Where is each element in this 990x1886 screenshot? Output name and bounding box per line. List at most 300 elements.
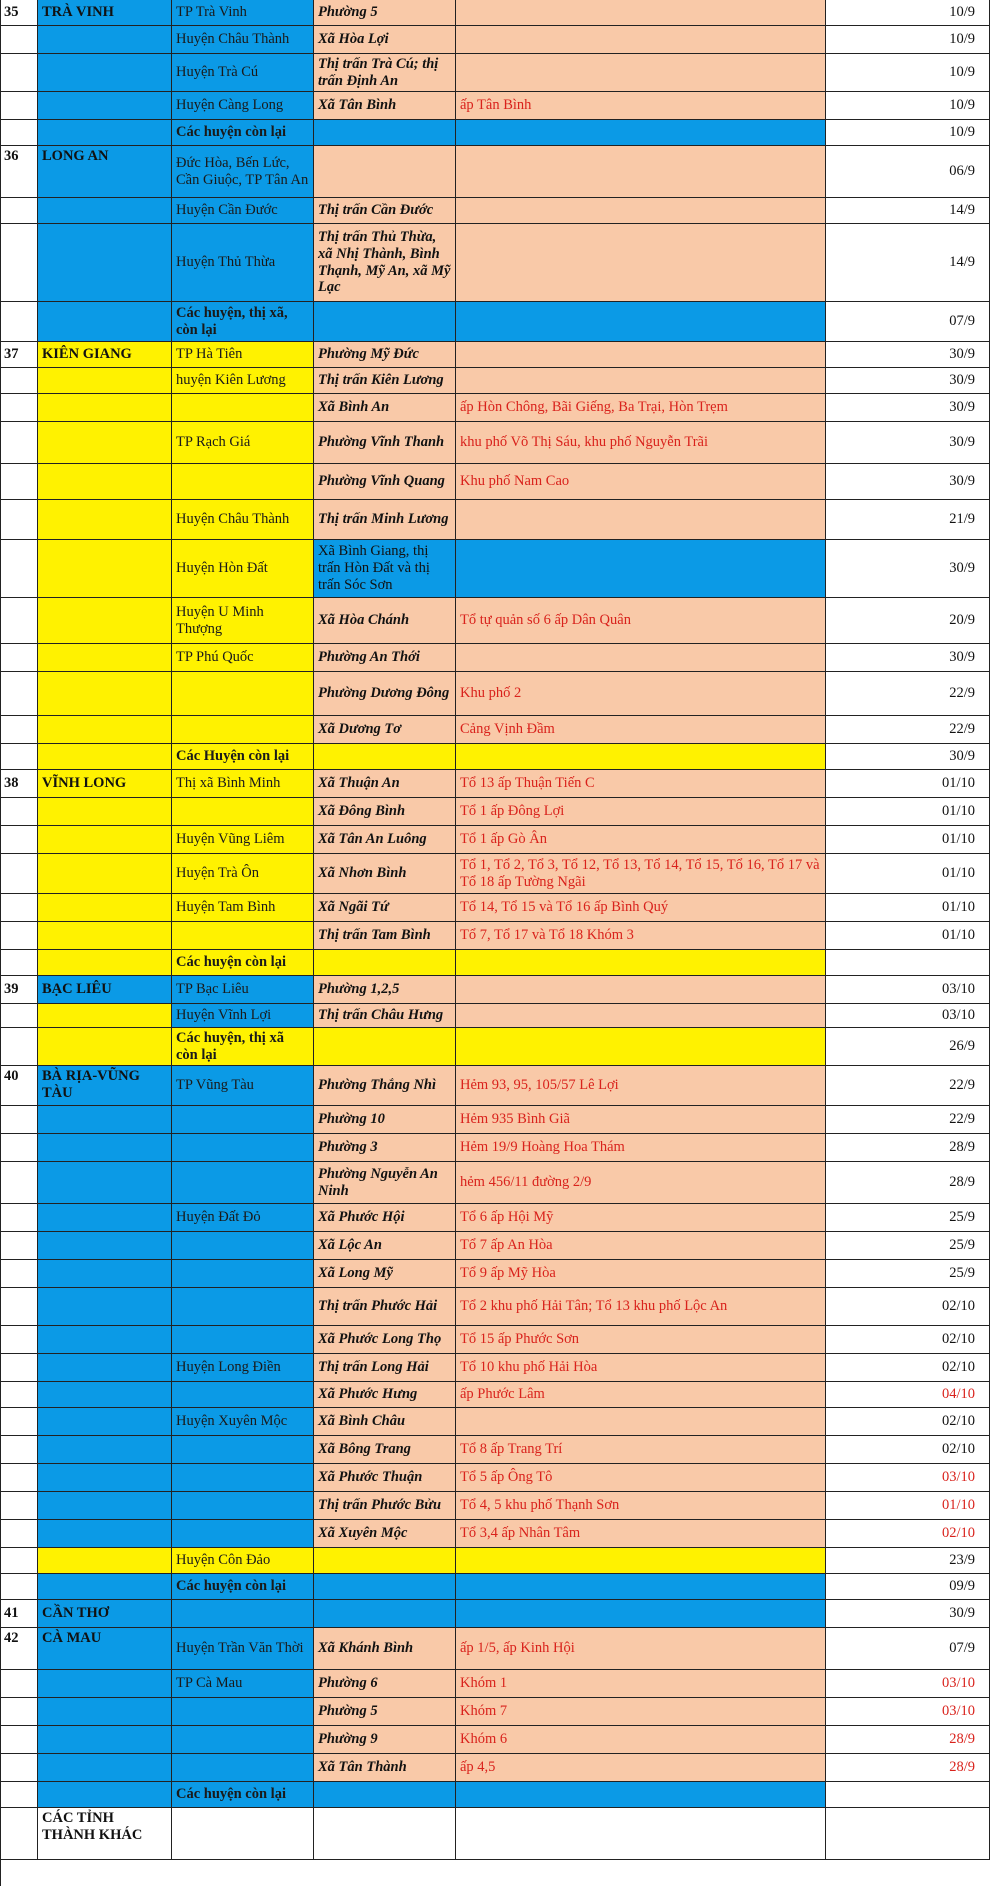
ward-cell: [314, 1260, 456, 1288]
district-cell: [172, 1628, 314, 1670]
date-cell: [826, 1600, 990, 1628]
ward-cell-text: Xã Bông Trang: [318, 1441, 411, 1458]
area-cell: [456, 302, 826, 342]
date-cell: [826, 1464, 990, 1492]
date-cell: [826, 1808, 990, 1860]
date-cell-text: 25/9: [949, 1265, 975, 1282]
province-cell: [38, 54, 172, 92]
area-cell: [456, 1600, 826, 1628]
ward-cell: [314, 1670, 456, 1698]
date-cell-text: 20/9: [949, 612, 975, 629]
date-cell-text: 02/10: [941, 1298, 975, 1315]
row-number: [0, 644, 38, 672]
province-cell: [38, 854, 172, 894]
ward-cell: [314, 770, 456, 798]
province-cell: [38, 1354, 172, 1382]
area-cell: [456, 1754, 826, 1782]
row-number: [0, 1066, 38, 1106]
area-cell-text: Tổ 7 ấp An Hòa: [460, 1237, 553, 1254]
district-cell-text: TP Hà Tiên: [176, 346, 243, 363]
date-cell: [826, 1382, 990, 1408]
date-cell-text: 01/10: [941, 775, 975, 792]
district-cell: [172, 368, 314, 394]
district-cell-text: Huyện Vũng Liêm: [176, 831, 285, 848]
district-cell: [172, 1260, 314, 1288]
date-cell: [826, 1066, 990, 1106]
district-cell: [172, 1726, 314, 1754]
date-cell-text: 02/10: [941, 1331, 975, 1348]
date-cell-text: 21/9: [949, 511, 975, 528]
district-cell-text: huyện Kiên Lương: [176, 372, 286, 389]
area-cell: [456, 1492, 826, 1520]
area-cell: [456, 1628, 826, 1670]
ward-cell: [314, 1548, 456, 1574]
date-cell-text: 22/9: [949, 1077, 975, 1094]
area-cell: [456, 1232, 826, 1260]
date-cell-text: 28/9: [949, 1731, 975, 1748]
district-cell-text: Các huyện, thị xã, còn lại: [176, 304, 288, 338]
date-cell: [826, 120, 990, 146]
district-cell: [172, 464, 314, 500]
district-cell: [172, 1436, 314, 1464]
row-number: [0, 394, 38, 422]
province-cell: [38, 92, 172, 120]
date-cell: [826, 1232, 990, 1260]
row-number: [0, 744, 38, 770]
area-cell-text: Khu phố Nam Cao: [460, 473, 570, 490]
province-cell: [38, 464, 172, 500]
district-cell: [172, 672, 314, 716]
ward-cell-text: Thị trấn Kiên Lương: [318, 372, 444, 389]
ward-cell: [314, 1600, 456, 1628]
area-cell-text: Tổ 1 ấp Gò Ân: [460, 831, 547, 848]
date-cell-text: 25/9: [949, 1209, 975, 1226]
ward-cell: [314, 0, 456, 26]
ward-cell: [314, 1106, 456, 1134]
ward-cell: [314, 826, 456, 854]
province-cell: [38, 744, 172, 770]
row-number-text: 38: [4, 775, 19, 792]
area-cell: [456, 540, 826, 598]
row-number: [0, 1628, 38, 1670]
area-cell: [456, 464, 826, 500]
province-cell-text: KIÊN GIANG: [42, 346, 132, 363]
district-cell: [172, 826, 314, 854]
province-cell: [38, 422, 172, 464]
area-cell: [456, 1106, 826, 1134]
row-number: [0, 1382, 38, 1408]
date-cell: [826, 342, 990, 368]
province-cell: [38, 1628, 172, 1670]
area-cell-text: Tổ 14, Tổ 15 và Tổ 16 ấp Bình Quý: [460, 899, 669, 916]
row-number: [0, 1204, 38, 1232]
province-cell: [38, 976, 172, 1004]
province-cell: [38, 1808, 172, 1860]
date-cell: [826, 146, 990, 198]
district-cell: [172, 1004, 314, 1028]
area-cell: [456, 54, 826, 92]
district-cell: [172, 1326, 314, 1354]
ward-cell-text: Phường 1,2,5: [318, 981, 400, 998]
area-cell: [456, 1354, 826, 1382]
date-cell: [826, 854, 990, 894]
area-cell-text: Tổ 3,4 ấp Nhân Tâm: [460, 1525, 581, 1542]
district-cell: [172, 422, 314, 464]
ward-cell: [314, 976, 456, 1004]
row-number: [0, 922, 38, 950]
district-cell-text: Huyện Trần Văn Thời: [176, 1640, 304, 1657]
ward-cell: [314, 1628, 456, 1670]
province-cell: [38, 146, 172, 198]
district-cell: [172, 146, 314, 198]
row-number: [0, 770, 38, 798]
ward-cell-text: Phường Nguyễn An Ninh: [318, 1165, 438, 1199]
ward-cell-text: Phường 3: [318, 1139, 378, 1156]
ward-cell: [314, 54, 456, 92]
district-cell-text: Thị xã Bình Minh: [176, 775, 281, 792]
ward-cell: [314, 1326, 456, 1354]
date-cell: [826, 1326, 990, 1354]
area-cell: [456, 1548, 826, 1574]
date-cell-text: 02/10: [941, 1441, 975, 1458]
province-cell: [38, 120, 172, 146]
ward-cell-text: Xã Lộc An: [318, 1237, 382, 1254]
district-cell: [172, 1464, 314, 1492]
ward-cell: [314, 1288, 456, 1326]
row-number: [0, 1004, 38, 1028]
row-number: [0, 826, 38, 854]
province-cell: [38, 1326, 172, 1354]
ward-cell-text: Xã Khánh Bình: [318, 1640, 414, 1657]
area-cell: [456, 922, 826, 950]
area-cell: [456, 826, 826, 854]
row-number: [0, 1782, 38, 1808]
district-cell: [172, 950, 314, 976]
district-cell: [172, 976, 314, 1004]
row-number: [0, 1260, 38, 1288]
date-cell: [826, 644, 990, 672]
row-number: [0, 422, 38, 464]
area-cell-text: Tổ 13 ấp Thuận Tiến C: [460, 775, 595, 792]
district-cell: [172, 1408, 314, 1436]
row-number: [0, 976, 38, 1004]
row-number: [0, 894, 38, 922]
district-cell: [172, 1162, 314, 1204]
date-cell: [826, 1436, 990, 1464]
date-cell: [826, 1004, 990, 1028]
date-cell-text: 25/9: [949, 1237, 975, 1254]
district-cell: [172, 302, 314, 342]
district-cell-text: TP Cà Mau: [176, 1675, 243, 1692]
row-number-text: 36: [4, 148, 19, 164]
district-cell: [172, 1288, 314, 1326]
district-cell-text: Huyện Tam Bình: [176, 899, 276, 916]
ward-cell: [314, 1028, 456, 1066]
province-cell: [38, 1004, 172, 1028]
province-cell: [38, 1232, 172, 1260]
row-number: [0, 1698, 38, 1726]
province-cell: [38, 950, 172, 976]
ward-cell-text: Xã Nhơn Bình: [318, 865, 407, 882]
row-number: [0, 1754, 38, 1782]
date-cell: [826, 26, 990, 54]
area-cell: [456, 1782, 826, 1808]
district-cell-text: Huyện Hòn Đất: [176, 560, 268, 577]
ward-cell: [314, 1382, 456, 1408]
row-number: [0, 1232, 38, 1260]
ward-cell: [314, 1726, 456, 1754]
date-cell: [826, 1574, 990, 1600]
row-number: [0, 1492, 38, 1520]
province-cell: [38, 1520, 172, 1548]
area-cell: [456, 672, 826, 716]
ward-cell-text: Phường Thắng Nhì: [318, 1077, 437, 1094]
ward-cell-text: Xã Tân Thành: [318, 1759, 407, 1776]
date-cell-text: 01/10: [941, 865, 975, 882]
ward-cell: [314, 894, 456, 922]
area-cell-text: Tổ 10 khu phố Hải Hòa: [460, 1359, 598, 1376]
row-number: [0, 500, 38, 540]
ward-cell-text: Phường Mỹ Đức: [318, 346, 419, 363]
district-cell: [172, 1600, 314, 1628]
row-number: [0, 26, 38, 54]
ward-cell-text: Thị trấn Phước Bửu: [318, 1497, 442, 1514]
row-number: [0, 598, 38, 644]
ward-cell-text: Thị trấn Tam Bình: [318, 927, 431, 944]
area-cell-text: Khóm 7: [460, 1703, 508, 1720]
ward-cell: [314, 368, 456, 394]
district-cell: [172, 1492, 314, 1520]
district-cell-text: TP Phú Quốc: [176, 649, 254, 666]
province-cell-text: BẠC LIÊU: [42, 981, 112, 998]
district-cell-text: Huyện Châu Thành: [176, 511, 290, 528]
district-cell: [172, 0, 314, 26]
province-cell: [38, 500, 172, 540]
district-cell: [172, 224, 314, 302]
province-cell: [38, 1726, 172, 1754]
ward-cell-text: Xã Long Mỹ: [318, 1265, 393, 1282]
area-cell: [456, 1260, 826, 1288]
area-cell-text: Hẻm 93, 95, 105/57 Lê Lợi: [460, 1077, 619, 1094]
row-number: [0, 1726, 38, 1754]
ward-cell: [314, 1492, 456, 1520]
area-cell-text: Tổ 1 ấp Đông Lợi: [460, 803, 565, 820]
area-cell: [456, 1004, 826, 1028]
date-cell: [826, 1408, 990, 1436]
province-cell: [38, 1134, 172, 1162]
area-cell: [456, 198, 826, 224]
date-cell-text: 02/10: [941, 1525, 975, 1542]
row-number-text: 41: [4, 1605, 19, 1622]
ward-cell-text: Phường Vĩnh Thanh: [318, 434, 445, 451]
district-cell: [172, 854, 314, 894]
area-cell: [456, 798, 826, 826]
row-number: [0, 950, 38, 976]
district-cell-text: Huyện Đất Đỏ: [176, 1209, 261, 1226]
date-cell-text: 23/9: [949, 1552, 975, 1569]
area-cell: [456, 1162, 826, 1204]
ward-cell-text: Xã Bình An: [318, 399, 390, 416]
area-cell: [456, 1670, 826, 1698]
date-cell: [826, 464, 990, 500]
row-number: [0, 1028, 38, 1066]
area-cell-text: ấp Hòn Chông, Bãi Giếng, Ba Trại, Hòn Trẹm: [460, 399, 728, 416]
ward-cell: [314, 1436, 456, 1464]
ward-cell-text: Xã Phước Thuận: [318, 1469, 423, 1486]
province-cell: [38, 826, 172, 854]
district-cell: [172, 1204, 314, 1232]
date-cell: [826, 922, 990, 950]
province-cell: [38, 1754, 172, 1782]
date-cell-text: 30/9: [949, 434, 975, 451]
area-cell: [456, 146, 826, 198]
province-cell: [38, 1574, 172, 1600]
area-cell: [456, 342, 826, 368]
date-cell: [826, 224, 990, 302]
province-cell: [38, 1408, 172, 1436]
province-cell: [38, 1464, 172, 1492]
row-number: [0, 0, 38, 26]
date-cell-text: 28/9: [949, 1759, 975, 1776]
ward-cell: [314, 146, 456, 198]
district-cell: [172, 540, 314, 598]
row-number: [0, 854, 38, 894]
date-cell-text: 03/10: [941, 1007, 975, 1024]
ward-cell: [314, 342, 456, 368]
area-cell-text: Tổ 9 ấp Mỹ Hòa: [460, 1265, 556, 1282]
date-cell-text: 22/9: [949, 685, 975, 702]
row-number: [0, 1808, 38, 1860]
ward-cell-text: Phường 6: [318, 1675, 378, 1692]
row-number: [0, 1548, 38, 1574]
ward-cell: [314, 1408, 456, 1436]
date-cell: [826, 1134, 990, 1162]
district-cell: [172, 54, 314, 92]
district-cell-text: Huyện Thủ Thừa: [176, 254, 276, 271]
district-cell-text: Các huyện, thị xã còn lại: [176, 1029, 284, 1063]
area-cell: [456, 500, 826, 540]
ward-cell: [314, 716, 456, 744]
row-number-text: 39: [4, 981, 19, 998]
row-number: [0, 1600, 38, 1628]
province-cell: [38, 1288, 172, 1326]
ward-cell: [314, 1162, 456, 1204]
area-cell: [456, 744, 826, 770]
district-cell: [172, 198, 314, 224]
district-cell: [172, 1808, 314, 1860]
ward-cell: [314, 1754, 456, 1782]
date-cell: [826, 716, 990, 744]
province-cell-text: CÀ MAU: [42, 1630, 102, 1646]
province-cell: [38, 540, 172, 598]
row-number-text: 37: [4, 346, 19, 363]
row-number: [0, 146, 38, 198]
province-cell: [38, 1670, 172, 1698]
ward-cell: [314, 1520, 456, 1548]
area-cell-text: Hẻm 19/9 Hoàng Hoa Thám: [460, 1139, 625, 1156]
area-cell: [456, 1326, 826, 1354]
district-cell-text: Huyện Cần Đước: [176, 202, 278, 219]
ward-cell-text: Xã Dương Tơ: [318, 721, 402, 738]
district-cell: [172, 1782, 314, 1808]
province-cell: [38, 672, 172, 716]
ward-cell-text: Xã Phước Long Thọ: [318, 1331, 442, 1348]
ward-cell: [314, 302, 456, 342]
area-cell-text: Tổ 8 ấp Trang Trí: [460, 1441, 563, 1458]
area-cell: [456, 0, 826, 26]
row-number: [0, 54, 38, 92]
row-number: [0, 198, 38, 224]
date-cell: [826, 302, 990, 342]
area-cell: [456, 1464, 826, 1492]
date-cell-text: 30/9: [949, 346, 975, 363]
province-cell: [38, 894, 172, 922]
ward-cell: [314, 854, 456, 894]
row-number: [0, 1162, 38, 1204]
province-cell: [38, 1698, 172, 1726]
area-cell-text: khu phố Võ Thị Sáu, khu phố Nguyễn Trãi: [460, 434, 708, 451]
area-cell-text: Tổ 2 khu phố Hải Tân; Tổ 13 khu phố Lộc An: [460, 1298, 728, 1315]
date-cell-text: 10/9: [949, 64, 975, 81]
date-cell-text: 03/10: [941, 981, 975, 998]
area-cell-text: ấp Tân Bình: [460, 97, 532, 114]
row-number: [0, 92, 38, 120]
row-number: [0, 1134, 38, 1162]
area-cell-text: Tổ tự quản số 6 ấp Dân Quân: [460, 612, 631, 629]
date-cell-text: 22/9: [949, 1111, 975, 1128]
area-cell: [456, 368, 826, 394]
row-number: [0, 1670, 38, 1698]
ward-cell-text: Xã Đông Bình: [318, 803, 406, 820]
province-cell: [38, 1028, 172, 1066]
area-cell: [456, 950, 826, 976]
row-number: [0, 1436, 38, 1464]
date-cell-text: 10/9: [949, 31, 975, 48]
date-cell-text: 01/10: [941, 927, 975, 944]
province-cell: [38, 644, 172, 672]
date-cell-text: 04/10: [941, 1386, 975, 1403]
district-cell-text: Các Huyện còn lại: [176, 748, 290, 765]
date-cell-text: 28/9: [949, 1174, 975, 1191]
date-cell: [826, 798, 990, 826]
row-number: [0, 302, 38, 342]
province-cell: [38, 716, 172, 744]
row-number: [0, 342, 38, 368]
district-cell: [172, 770, 314, 798]
district-cell-text: Huyện Côn Đảo: [176, 1552, 271, 1569]
province-cell: [38, 770, 172, 798]
district-cell-text: Các huyện còn lại: [176, 1786, 286, 1803]
date-cell: [826, 1106, 990, 1134]
province-cell: [38, 0, 172, 26]
district-cell: [172, 1354, 314, 1382]
area-cell-text: ấp Phước Lâm: [460, 1386, 545, 1403]
date-cell: [826, 500, 990, 540]
province-cell: [38, 342, 172, 368]
area-cell: [456, 770, 826, 798]
district-cell: [172, 120, 314, 146]
date-cell-text: 30/9: [949, 372, 975, 389]
date-cell: [826, 894, 990, 922]
ward-cell-text: Phường 5: [318, 4, 378, 21]
ward-cell: [314, 922, 456, 950]
ward-cell: [314, 1698, 456, 1726]
area-cell-text: Cảng Vịnh Đầm: [460, 721, 555, 738]
area-cell: [456, 120, 826, 146]
area-cell: [456, 1066, 826, 1106]
date-cell-text: 10/9: [949, 124, 975, 141]
date-cell: [826, 54, 990, 92]
